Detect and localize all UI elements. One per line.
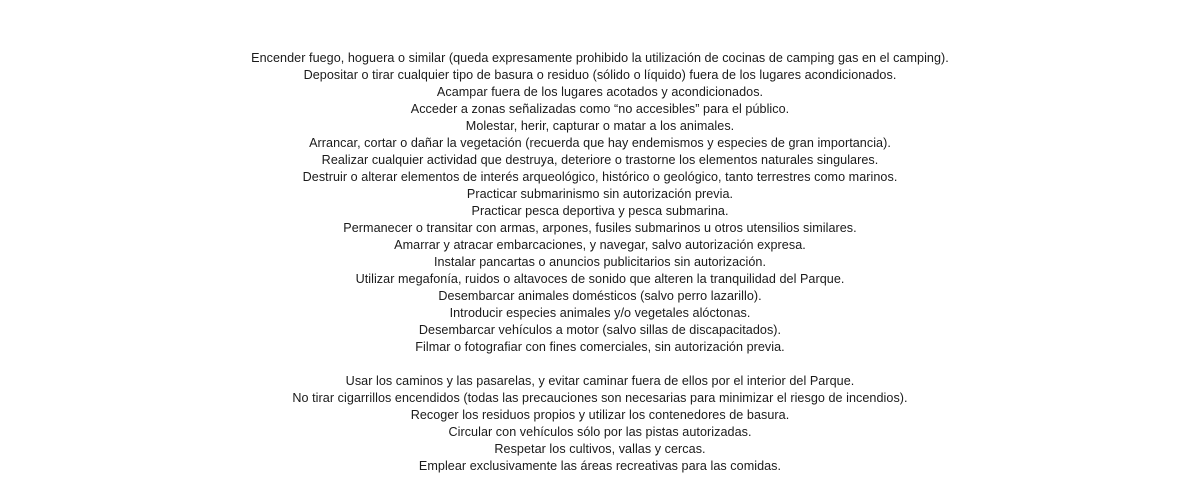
prohibition-item: Realizar cualquier actividad que destruya, deteriore o trastorne los elementos naturales singulares. — [321, 153, 879, 167]
prohibition-item: Amarrar y atracar embarcaciones, y navegar, salvo autorización expresa. — [394, 238, 806, 252]
prohibition-item: Arrancar, cortar o dañar la vegetación (recuerda que hay endemismos y especies de gran importancia). — [309, 136, 891, 150]
recommendation-item: Recoger los residuos propios y utilizar los contenedores de basura. — [410, 408, 790, 422]
recommendation-item: No tirar cigarrillos encendidos (todas las precauciones son necesarias para minimizar el riesgo de incendios). — [292, 391, 908, 405]
prohibition-item: Practicar pesca deportiva y pesca submarina. — [471, 204, 729, 218]
prohibition-item: Permanecer o transitar con armas, arpones, fusiles submarinos u otros utensilios similares. — [343, 221, 857, 235]
recommendations-list — [0, 373, 1200, 475]
recommendation-item: Usar los caminos y las pasarelas, y evitar caminar fuera de ellos por el interior del Parque. — [345, 374, 855, 388]
recommendation-item: Emplear exclusivamente las áreas recreativas para las comidas. — [418, 459, 782, 473]
prohibition-item: Filmar o fotografiar con fines comerciales, sin autorización previa. — [415, 340, 785, 354]
prohibition-item: Introducir especies animales y/o vegetales alóctonas. — [449, 306, 751, 320]
prohibitions-list — [0, 50, 1200, 356]
prohibition-item: Molestar, herir, capturar o matar a los animales. — [465, 119, 735, 133]
prohibition-item: Acceder a zonas señalizadas como “no accesibles” para el público. — [410, 102, 790, 116]
prohibition-item: Depositar o tirar cualquier tipo de basura o residuo (sólido o líquido) fuera de los lugares acondicionados. — [303, 68, 897, 82]
prohibition-item: Desembarcar vehículos a motor (salvo sillas de discapacitados). — [418, 323, 782, 337]
section-gap — [0, 356, 1200, 373]
prohibition-item: Desembarcar animales domésticos (salvo perro lazarillo). — [438, 289, 762, 303]
recommendation-item: Respetar los cultivos, vallas y cercas. — [494, 442, 706, 456]
prohibition-item: Acampar fuera de los lugares acotados y acondicionados. — [436, 85, 764, 99]
recommendation-item: Circular con vehículos sólo por las pistas autorizadas. — [448, 425, 752, 439]
prohibition-item: Destruir o alterar elementos de interés arqueológico, histórico o geológico, tanto terrestres como marinos. — [302, 170, 898, 184]
prohibition-item: Encender fuego, hoguera o similar (queda expresamente prohibido la utilización de cocinas de camping gas en el camping). — [251, 51, 949, 65]
prohibition-item: Instalar pancartas o anuncios publicitarios sin autorización. — [433, 255, 767, 269]
prohibition-item: Practicar submarinismo sin autorización previa. — [466, 187, 734, 201]
prohibition-item: Utilizar megafonía, ruidos o altavoces de sonido que alteren la tranquilidad del Parque. — [355, 272, 845, 286]
park-rules-document — [0, 50, 1200, 475]
